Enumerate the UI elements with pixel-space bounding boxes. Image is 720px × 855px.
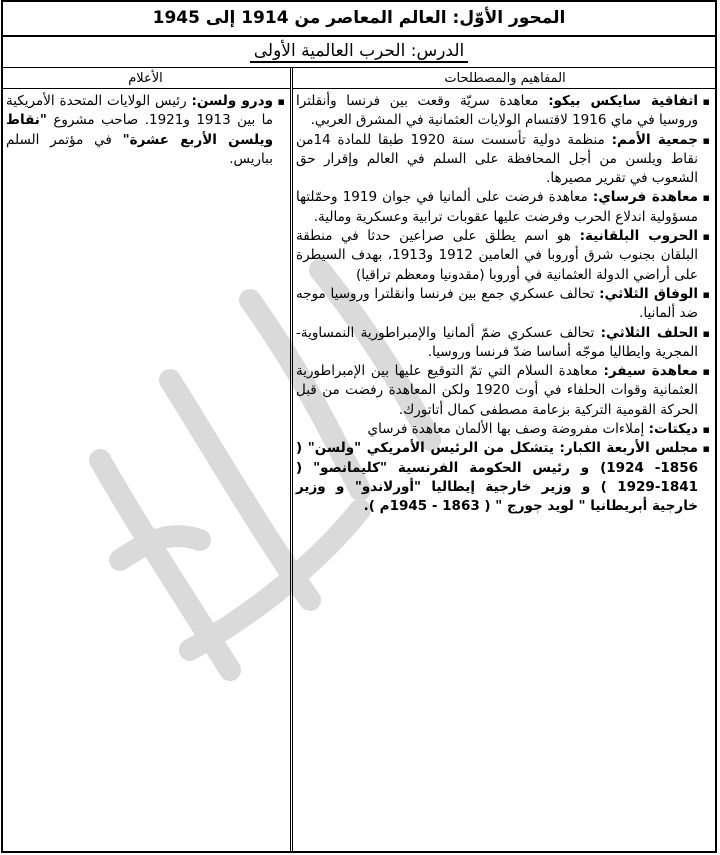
- figure-name: ودرو ولسن:: [191, 93, 273, 109]
- concept-item: [296, 420, 710, 439]
- figures-list: [6, 92, 285, 169]
- lesson-title-text: الدرس: الحرب العالمية الأولى: [250, 41, 469, 63]
- concept-definition: تحالف عسكري جمع بين فرنسا وانقلترا وروسيا موجه ضد ألمانيا.: [296, 285, 698, 322]
- concept-term: الحلف الثلاثي:: [600, 324, 698, 341]
- concept-term: جمعية الأمم:: [611, 131, 698, 148]
- concept-definition: هو اسم يطلق على صراعين حدثا في منطقة البلقان بجنوب شرق أوروبا في العامين 1912 و1913، بهدف السيطرة على أراضي الدولة العثمانية في أوروبا (مقدونيا ومعظم تراقيا): [296, 228, 699, 283]
- concept-term: معاهدة فرساي:: [592, 189, 698, 206]
- concept-item: [296, 439, 710, 516]
- concept-term: الحروب البلقانية:: [579, 228, 699, 245]
- axis-title-text: المحور الأوّل: العالم المعاصر من 1914 إلى 1945: [152, 7, 566, 28]
- concept-item: [296, 362, 710, 420]
- concept-term: معاهدة سيفر:: [603, 363, 698, 380]
- concept-item: [296, 227, 710, 285]
- concept-definition: تحالف عسكري ضمّ ألمانيا والإمبراطورية النمساوية-المجرية وايطاليا موجّه أساسا ضدّ فرنسا وروسيا.: [296, 324, 698, 360]
- concepts-column: [296, 92, 710, 517]
- figures-column: [6, 92, 285, 169]
- concept-term: مجلس الأربعة الكبار:: [559, 440, 698, 457]
- concept-term: الوفاق الثلاثي:: [599, 285, 698, 302]
- concept-definition: معاهدة السلام التي تمّ التوقيع عليها بين الإمبراطورية العثمانية وقوات الحلفاء في أوت 1920 ولكن المعاهدة رفضت من قبل الحركة القومية التركية بزعامة مصطفى كمال أتاتورك.: [296, 363, 698, 418]
- concept-definition: معاهدة سريّة وقعت بين فرنسا وأنقلترا وروسيا في ماي 1916 لاقتسام الولايات العثمانية في المشرق العربي.: [296, 93, 698, 129]
- figure-item: [6, 92, 285, 169]
- concept-item: [296, 92, 710, 131]
- concept-item: [296, 188, 710, 227]
- concept-item: [296, 131, 710, 189]
- concept-definition: معاهدة فرضت على ألمانيا في جوان 1919 وحمّلتها مسؤولية اندلاع الحرب وفرضت عليها عقوبات ترابية وعسكرية ومالية.: [296, 189, 698, 225]
- concept-definition: إملاءات مفروضة وصف بها الألمان معاهدة فرساي: [367, 421, 649, 438]
- figure-description: رئيس الولايات المتحدة الأمريكية ما بين 1913 و1921. صاحب مشروع: [6, 93, 274, 129]
- concept-definition: منظمة دولية تأسست سنة 1920 طبقا للمادة 14من نقاط ويلسن من أجل المحافظة على السلم في العالم وإقرار حق الشعوب في تقرير مصيرها.: [296, 131, 698, 187]
- concept-item: [296, 324, 710, 363]
- concept-term: ديكتات:: [648, 421, 698, 438]
- figures-heading-text: الأعلام: [128, 70, 163, 86]
- concept-definition: يتشكل من الرئيس الأمريكي "ولسن" ( 1856- 1924) و رئيس الحكومة الفرنسية "كليمانصو" ( 1841-1929 ) و وزير خارجية إيطاليا "أورلاندو" و وزير خارجية أبريطانيا " لويد جورج " ( 1863 - 1945م ).: [296, 440, 698, 515]
- concept-term: اتفاقية سايكس بيكو:: [548, 93, 699, 109]
- concepts-heading-text: المفاهيم والمصطلحات: [444, 70, 566, 86]
- figure-description-end: في مؤتمر السلم بباريس.: [6, 131, 273, 167]
- concepts-list: [296, 92, 710, 517]
- figure-highlight: "نقاط ويلسن الأربع عشرة": [6, 112, 273, 148]
- concept-item: [296, 285, 710, 324]
